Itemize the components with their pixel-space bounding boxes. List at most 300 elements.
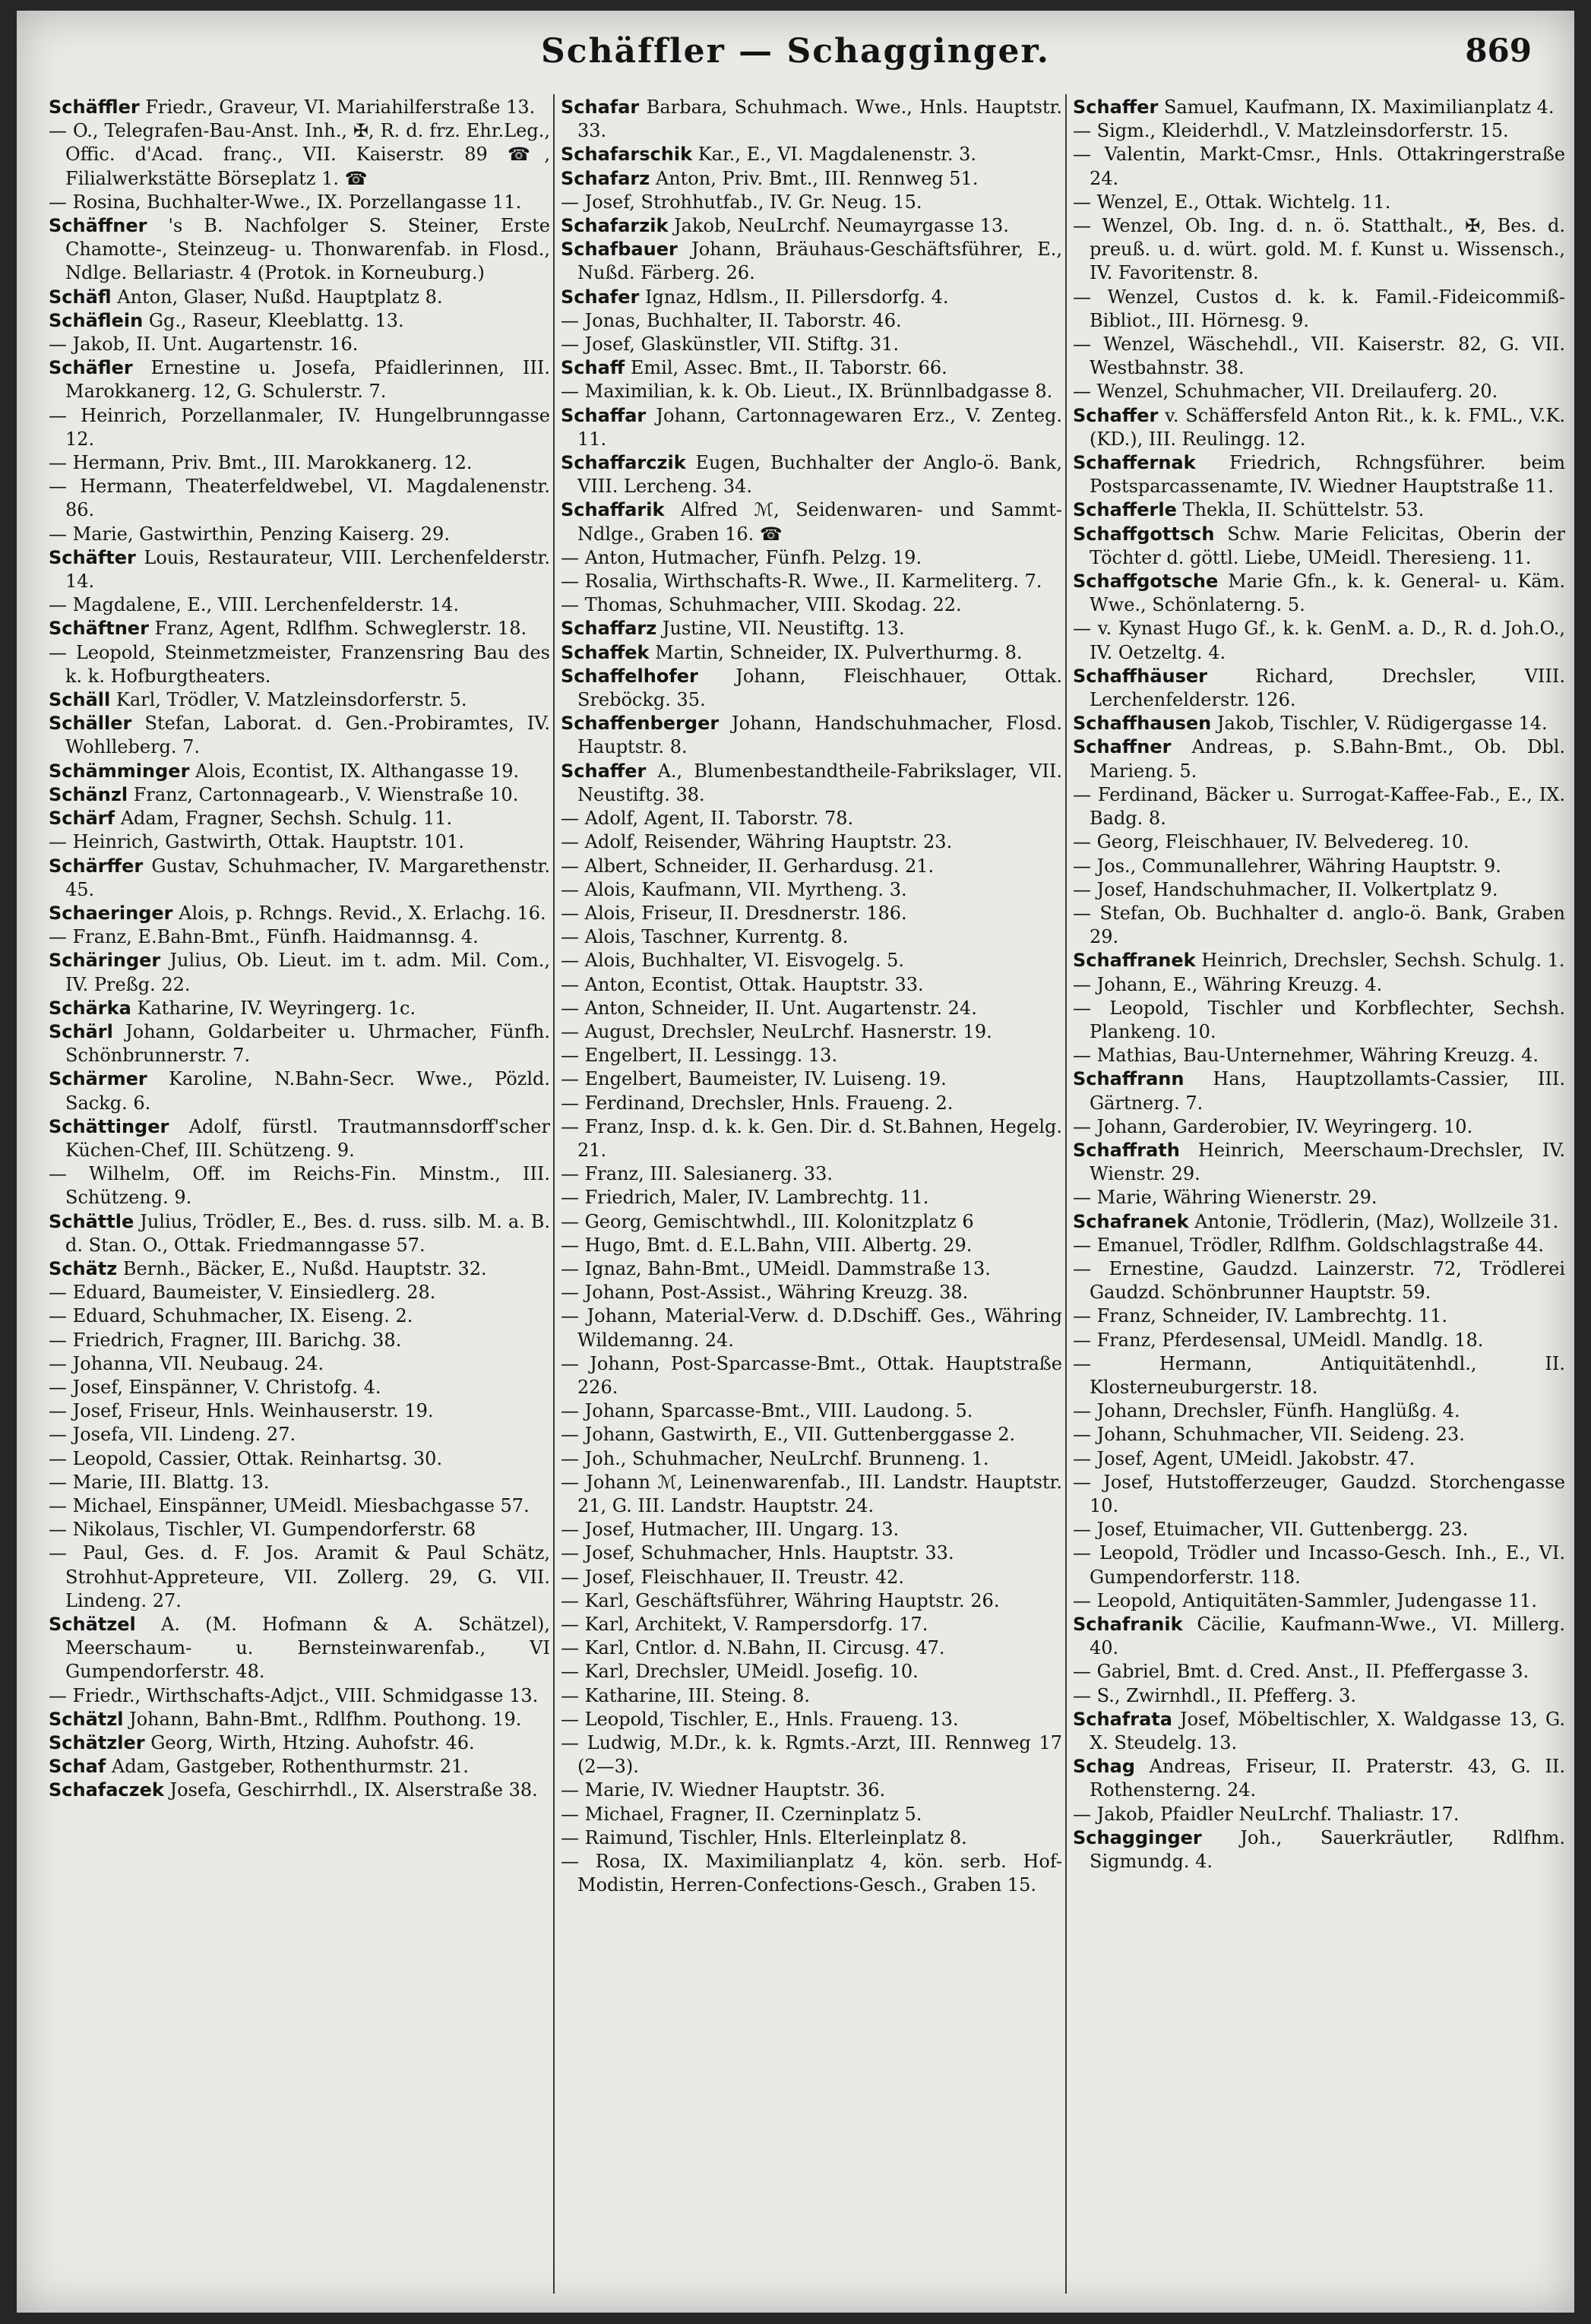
- directory-entry: [49, 807, 550, 830]
- entry-text: Andreas, Friseur, II. Praterstr. 43, G. II. Rothensterng. 24.: [1090, 1756, 1565, 1801]
- entry-surname: Schagginger: [1073, 1826, 1202, 1848]
- entry-surname: Schaffarz: [561, 618, 657, 640]
- directory-entry: [561, 1708, 1062, 1731]
- directory-entry: [49, 1447, 550, 1471]
- directory-entry: [561, 1660, 1062, 1684]
- directory-entry: [561, 1352, 1062, 1399]
- directory-entry: [561, 878, 1062, 902]
- entry-surname: Schaffer: [1073, 404, 1159, 426]
- entry-text: — Maximilian, k. k. Ob. Lieut., IX. Brünnlbadgasse 8.: [561, 381, 1053, 403]
- entry-text: — Wenzel, Wäschehdl., VII. Kaiserstr. 82, G. VII. Westbahnstr. 38.: [1073, 334, 1565, 379]
- directory-entry: [1073, 1660, 1565, 1684]
- entry-text: — Franz, Pferdesensal, UMeidl. Mandlg. 18.: [1073, 1329, 1484, 1351]
- directory-entry: [561, 1779, 1062, 1802]
- entry-text: — Alois, Friseur, II. Dresdnerstr. 186.: [561, 902, 907, 924]
- entry-text: — Michael, Einspänner, UMeidl. Miesbachgasse 57.: [49, 1494, 530, 1516]
- directory-entry: [49, 1779, 550, 1802]
- directory-entry: [49, 333, 550, 356]
- directory-entry: [49, 1613, 550, 1684]
- directory-entry: [561, 593, 1062, 617]
- directory-entry: [49, 1376, 550, 1399]
- entry-text: Richard, Drechsler, VIII. Lerchenfelderstr. 126.: [1090, 665, 1565, 711]
- directory-entry: [1073, 523, 1565, 570]
- column-1: [49, 96, 550, 2295]
- directory-entry: [561, 902, 1062, 925]
- entry-text: Marie Gfn., k. k. General- u. Käm. Wwe., Schönlaterng. 5.: [1090, 571, 1565, 616]
- entry-surname: Schafarzik: [561, 215, 669, 237]
- entry-text: — Marie, Währing Wienerstr. 29.: [1073, 1187, 1377, 1209]
- entry-surname: Schäringer: [49, 950, 161, 972]
- directory-entry: [49, 1020, 550, 1067]
- directory-entry: [1073, 1541, 1565, 1589]
- directory-entry: [49, 96, 550, 119]
- entry-surname: Schaffarczik: [561, 452, 686, 474]
- entry-surname: Schafarschik: [561, 144, 693, 166]
- entry-text: — Johann, Schuhmacher, VII. Seideng. 23.: [1073, 1424, 1465, 1446]
- directory-entry: [561, 1044, 1062, 1067]
- directory-entry: [1073, 1304, 1565, 1328]
- entry-surname: Schärf: [49, 808, 115, 830]
- column-divider: [553, 94, 555, 2294]
- entry-text: Franz, Cartonnagearb., V. Wienstraße 10.: [133, 783, 519, 805]
- entry-surname: Schäfter: [49, 546, 136, 568]
- entry-surname: Schäfl: [49, 286, 112, 308]
- directory-entry: [49, 1684, 550, 1708]
- entry-text: Samuel, Kaufmann, IX. Maximilianplatz 4.: [1164, 96, 1555, 118]
- directory-entry: [561, 1067, 1062, 1091]
- entry-text: — Engelbert, Baumeister, IV. Luiseng. 19.: [561, 1068, 947, 1090]
- directory-entry: [1073, 119, 1565, 143]
- entry-surname: Schäflein: [49, 309, 144, 331]
- directory-entry: [561, 973, 1062, 997]
- directory-entry: [561, 286, 1062, 309]
- entry-text: — Rosina, Buchhalter-Wwe., IX. Porzellangasse 11.: [49, 191, 522, 213]
- entry-text: — Heinrich, Porzellanmaler, IV. Hungelbrunngasse 12.: [49, 404, 550, 450]
- directory-entry: [49, 1471, 550, 1494]
- directory-entry: [561, 1850, 1062, 1897]
- entry-text: — Magdalene, E., VIII. Lerchenfelderstr. 14.: [49, 594, 459, 616]
- entry-text: — Jonas, Buchhalter, II. Taborstr. 46.: [561, 309, 902, 331]
- entry-text: Anton, Priv. Bmt., III. Rennweg 51.: [655, 167, 979, 189]
- entry-surname: Schärmer: [49, 1068, 147, 1090]
- directory-entry: [561, 1636, 1062, 1660]
- entry-text: — Wenzel, Schuhmacher, VII. Dreilauferg. 20.: [1073, 381, 1498, 403]
- entry-text: — Johann, E., Währing Kreuzg. 4.: [1073, 973, 1383, 995]
- entry-text: — Johann, Material-Verw. d. D.Dschiff. Ges., Währing Wildemanng. 24.: [561, 1305, 1062, 1351]
- entry-text: — Josef, Handschuhmacher, II. Volkertplatz 9.: [1073, 878, 1498, 900]
- entry-text: — Franz, E.Bahn-Bmt., Fünfh. Haidmannsg. 4.: [49, 926, 479, 948]
- directory-entry: [1073, 1352, 1565, 1399]
- entry-text: — Josef, Fleischhauer, II. Treustr. 42.: [561, 1566, 905, 1588]
- entry-text: — Ferdinand, Drechsler, Hnls. Fraueng. 2.: [561, 1092, 954, 1114]
- entry-text: — Engelbert, II. Lessingg. 13.: [561, 1045, 838, 1067]
- directory-entry: [561, 1399, 1062, 1423]
- directory-entry: [561, 1471, 1062, 1518]
- directory-entry: [561, 570, 1062, 593]
- page-header: [17, 32, 1574, 79]
- entry-text: — Johann, Garderobier, IV. Weyringerg. 10.: [1073, 1115, 1473, 1137]
- entry-text: — Josef, Einspänner, V. Christofg. 4.: [49, 1376, 381, 1398]
- entry-text: Heinrich, Drechsler, Sechsh. Schulg. 1.: [1201, 950, 1565, 972]
- entry-text: Schw. Marie Felicitas, Oberin der Töchter d. göttl. Liebe, UMeidl. Theresieng. 11.: [1090, 523, 1565, 568]
- directory-entry: [1073, 973, 1565, 997]
- entry-text: — Eduard, Schuhmacher, IX. Eiseng. 2.: [49, 1305, 413, 1327]
- entry-surname: Schaffhausen: [1073, 713, 1212, 735]
- entry-text: Alois, p. Rchngs. Revid., X. Erlachg. 16.: [179, 902, 546, 924]
- entry-text: Jakob, NeuLrchf. Neumayrgasse 13.: [674, 215, 1009, 237]
- entry-text: — Joh., Schuhmacher, NeuLrchf. Brunneng. 1.: [561, 1447, 989, 1469]
- entry-surname: Schaffernak: [1073, 452, 1196, 474]
- directory-entry: [1073, 783, 1565, 830]
- directory-entry: [1073, 1589, 1565, 1613]
- directory-entry: [49, 523, 550, 546]
- entry-text: Karoline, N.Bahn-Secr. Wwe., Pözld. Sackg. 6.: [65, 1068, 550, 1114]
- entry-text: — Jakob, II. Unt. Augartenstr. 16.: [49, 334, 359, 356]
- entry-text: — Ignaz, Bahn-Bmt., UMeidl. Dammstraße 13.: [561, 1257, 991, 1279]
- directory-entry: [561, 356, 1062, 380]
- entry-text: — Alois, Kaufmann, VII. Myrtheng. 3.: [561, 878, 907, 900]
- entry-text: 's B. Nachfolger S. Steiner, Erste Chamotte-, Steinzeug- u. Thonwarenfab. in Flosd., Ndlge. Bellariastr. 4 (Protok. in Korneuburg.): [65, 215, 550, 284]
- directory-entry: [49, 593, 550, 617]
- entry-text: — Thomas, Schuhmacher, VIII. Skodag. 22.: [561, 594, 962, 616]
- directory-entry: [1073, 286, 1565, 333]
- entry-text: — Hermann, Antiquitätenhdl., II. Klosterneuburgerstr. 18.: [1073, 1352, 1565, 1398]
- directory-entry: [49, 1162, 550, 1209]
- directory-entry: [561, 404, 1062, 451]
- entry-text: — Rosalia, Wirthschafts-R. Wwe., II. Karmeliterg. 7.: [561, 571, 1042, 593]
- directory-entry: [1073, 665, 1565, 712]
- entry-text: Cäcilie, Kaufmann-Wwe., VI. Millerg. 40.: [1090, 1614, 1565, 1659]
- entry-text: — Leopold, Cassier, Ottak. Reinhartsg. 30.: [49, 1447, 443, 1469]
- directory-entry: [561, 1257, 1062, 1281]
- directory-entry: [1073, 1471, 1565, 1518]
- directory-entry: [1073, 1329, 1565, 1352]
- entry-surname: Schättle: [49, 1210, 134, 1232]
- entry-surname: Schaffarik: [561, 499, 665, 521]
- entry-text: — Wenzel, E., Ottak. Wichtelg. 11.: [1073, 191, 1391, 213]
- entry-text: — Jos., Communallehrer, Währing Hauptstr. 9.: [1073, 855, 1501, 877]
- directory-entry: [49, 475, 550, 522]
- directory-entry: [49, 119, 550, 191]
- directory-entry: [561, 546, 1062, 570]
- directory-entry: [1073, 735, 1565, 783]
- entry-text: — Georg, Gemischtwhdl., III. Kolonitzplatz 6: [561, 1210, 974, 1232]
- directory-entry: [49, 404, 550, 451]
- entry-text: — Paul, Ges. d. F. Jos. Aramit & Paul Schätz, Strohhut-Appreteure, VII. Zollerg. 29, G. VII. Lindeng. 27.: [49, 1542, 550, 1611]
- directory-entry: [49, 830, 550, 854]
- entry-text: — Josef, Glaskünstler, VII. Stiftg. 31.: [561, 334, 899, 356]
- entry-text: — Nikolaus, Tischler, VI. Gumpendorferstr. 68: [49, 1519, 476, 1541]
- entry-text: Gg., Raseur, Kleeblattg. 13.: [148, 309, 404, 331]
- directory-entry: [49, 760, 550, 783]
- entry-surname: Schaffranek: [1073, 950, 1196, 972]
- directory-entry: [1073, 498, 1565, 522]
- entry-text: Ernestine u. Josefa, Pfaidlerinnen, III. Marokkanerg. 12, G. Schulerstr. 7.: [65, 357, 550, 403]
- entry-text: — Leopold, Tischler und Korbflechter, Sechsh. Plankeng. 10.: [1073, 997, 1565, 1042]
- entry-text: Alois, Econtist, IX. Althangasse 19.: [195, 760, 520, 782]
- entry-text: — Ludwig, M.Dr., k. k. Rgmts.-Arzt, III. Rennweg 17 (2—3).: [561, 1732, 1062, 1778]
- entry-text: — v. Kynast Hugo Gf., k. k. GenM. a. D., R. d. Joh.O., IV. Oetzeltg. 4.: [1073, 618, 1565, 663]
- directory-entry: [1073, 1399, 1565, 1423]
- directory-entry: [561, 1234, 1062, 1257]
- entry-surname: Schafranek: [1073, 1210, 1189, 1232]
- entry-text: Friedrich, Rchngsführer. beim Postsparcassenamte, IV. Wiedner Hauptstraße 11.: [1090, 452, 1565, 498]
- entry-text: — Josef, Etuimacher, VII. Guttenbergg. 23.: [1073, 1519, 1469, 1541]
- directory-entry: [561, 925, 1062, 949]
- directory-entry: [561, 641, 1062, 665]
- directory-entry: [561, 1304, 1062, 1352]
- entry-text: — Ernestine, Gaudzd. Lainzerstr. 72, Trödlerei Gaudzd. Schönbrunner Hauptstr. 59.: [1073, 1257, 1565, 1304]
- entry-text: — Wenzel, Ob. Ing. d. n. ö. Statthalt., ✠, Bes. d. preuß. u. d. würt. gold. M. f. Kunst u. Wissensch., IV. Favoritenstr. 8.: [1073, 215, 1565, 284]
- directory-entry: [561, 333, 1062, 356]
- directory-entry: [49, 1115, 550, 1162]
- directory-entry: [1073, 1067, 1565, 1115]
- directory-entry: [561, 1281, 1062, 1304]
- entry-text: — Gabriel, Bmt. d. Cred. Anst., II. Pfeffergasse 3.: [1073, 1661, 1529, 1683]
- entry-text: Martin, Schneider, IX. Pulverthurmg. 8.: [655, 641, 1023, 663]
- entry-text: Julius, Ob. Lieut. im t. adm. Mil. Com., IV. Preßg. 22.: [65, 950, 550, 995]
- entry-text: Stefan, Laborat. d. Gen.-Probiramtes, IV. Wohlleberg. 7.: [65, 713, 550, 758]
- directory-entry: [1073, 1613, 1565, 1660]
- directory-entry: [49, 1494, 550, 1518]
- entry-surname: Schaeringer: [49, 902, 173, 924]
- directory-entry: [561, 617, 1062, 640]
- directory-entry: [561, 1115, 1062, 1162]
- column-3: [1073, 96, 1565, 2295]
- directory-entry: [49, 902, 550, 925]
- directory-entry: [49, 286, 550, 309]
- directory-entry: [49, 688, 550, 712]
- directory-entry: [1073, 1447, 1565, 1471]
- directory-entry: [1073, 191, 1565, 214]
- entry-surname: Schaffek: [561, 641, 650, 663]
- entry-text: Ignaz, Hdlsm., II. Pillersdorfg. 4.: [645, 286, 949, 308]
- directory-entry: [49, 1541, 550, 1613]
- entry-text: Adam, Gastgeber, Rothenthurmstr. 21.: [111, 1756, 469, 1778]
- entry-text: — Alois, Buchhalter, VI. Eisvogelg. 5.: [561, 950, 905, 972]
- entry-text: — Alois, Taschner, Kurrentg. 8.: [561, 926, 849, 948]
- entry-surname: Schärffer: [49, 855, 144, 877]
- directory-entry: [561, 1589, 1062, 1613]
- directory-entry: [561, 167, 1062, 191]
- entry-text: — Rosa, IX. Maximilianplatz 4, kön. serb. Hof-Modistin, Herren-Confections-Gesch., Graben 15.: [561, 1851, 1062, 1896]
- directory-entry: [561, 1186, 1062, 1209]
- entry-text: Johann, Cartonnagewaren Erz., V. Zenteg. 11.: [577, 404, 1062, 450]
- entry-text: — Jakob, Pfaidler NeuLrchf. Thaliastr. 17.: [1073, 1803, 1460, 1825]
- entry-text: — Wenzel, Custos d. k. k. Famil.-Fideicommiß-Bibliot., III. Hörnesg. 9.: [1073, 286, 1565, 331]
- entry-text: Anton, Glaser, Nußd. Hauptplatz 8.: [117, 286, 443, 308]
- directory-entry: [561, 451, 1062, 498]
- entry-surname: Schaffar: [561, 404, 647, 426]
- entry-text: — Valentin, Markt-Cmsr., Hnls. Ottakringerstraße 24.: [1073, 144, 1565, 189]
- directory-entry: [49, 1210, 550, 1257]
- entry-surname: Schafranik: [1073, 1614, 1183, 1635]
- entry-surname: Schafar: [561, 96, 640, 118]
- directory-entry: [1073, 902, 1565, 949]
- entry-text: — Johann, Post-Sparcasse-Bmt., Ottak. Hauptstraße 226.: [561, 1352, 1062, 1398]
- directory-entry: [561, 1803, 1062, 1826]
- entry-surname: Schafrata: [1073, 1708, 1172, 1730]
- entry-text: — Josef, Agent, UMeidl. Jakobstr. 47.: [1073, 1447, 1415, 1469]
- directory-entry: [1073, 404, 1565, 451]
- directory-entry: [49, 783, 550, 807]
- entry-text: Gustav, Schuhmacher, IV. Margarethenstr. 45.: [65, 855, 550, 900]
- entry-text: Jakob, Tischler, V. Rüdigergasse 14.: [1216, 713, 1548, 735]
- directory-entry: [1073, 1257, 1565, 1304]
- entry-text: — Wilhelm, Off. im Reichs-Fin. Minstm., III. Schützeng. 9.: [49, 1163, 550, 1209]
- directory-entry: [49, 1329, 550, 1352]
- entry-surname: Schäftner: [49, 618, 149, 640]
- directory-entry: [1073, 96, 1565, 119]
- directory-entry: [561, 712, 1062, 759]
- entry-surname: Schag: [1073, 1756, 1135, 1778]
- entry-text: Adolf, fürstl. Trautmannsdorff'scher Küchen-Chef, III. Schützeng. 9.: [65, 1115, 550, 1161]
- entry-text: — Heinrich, Gastwirth, Ottak. Hauptstr. 101.: [49, 831, 464, 853]
- entry-text: — Josef, Hutmacher, III. Ungarg. 13.: [561, 1519, 900, 1541]
- entry-text: Julius, Trödler, E., Bes. d. russ. silb. M. a. B. d. Stan. O., Ottak. Friedmanngasse 57.: [65, 1210, 550, 1256]
- entry-text: — Leopold, Antiquitäten-Sammler, Judengasse 11.: [1073, 1589, 1537, 1611]
- entry-surname: Schätzl: [49, 1708, 124, 1730]
- entry-text: Johann, Handschuhmacher, Flosd. Hauptstr. 8.: [577, 713, 1062, 758]
- directory-entry: [561, 1518, 1062, 1541]
- entry-text: — Johanna, VII. Neubaug. 24.: [49, 1352, 324, 1374]
- directory-entry: [561, 830, 1062, 854]
- entry-text: — Johann, Post-Assist., Währing Kreuzg. 38.: [561, 1282, 969, 1304]
- directory-entry: [1073, 570, 1565, 617]
- entry-text: — Adolf, Agent, II. Taborstr. 78.: [561, 808, 854, 830]
- entry-text: — Johann, Drechsler, Fünfh. Hanglüßg. 4.: [1073, 1400, 1460, 1422]
- entry-text: — S., Zwirnhdl., II. Pfefferg. 3.: [1073, 1684, 1357, 1706]
- directory-entry: [49, 356, 550, 403]
- entry-surname: Schaffelhofer: [561, 665, 698, 687]
- entry-text: Bernh., Bäcker, E., Nußd. Hauptstr. 32.: [122, 1257, 487, 1279]
- entry-surname: Schaff: [561, 357, 625, 379]
- entry-surname: Schaffner: [1073, 736, 1172, 758]
- directory-entry: [561, 498, 1062, 545]
- directory-entry: [49, 191, 550, 214]
- entry-text: — Marie, IV. Wiedner Hauptstr. 36.: [561, 1779, 886, 1801]
- entry-text: Antonie, Trödlerin, (Maz), Wollzeile 31.: [1194, 1210, 1559, 1232]
- directory-entry: [1073, 1423, 1565, 1447]
- entry-text: — Ferdinand, Bäcker u. Surrogat-Kaffee-Fab., E., IX. Badg. 8.: [1073, 783, 1565, 830]
- entry-text: Karl, Trödler, V. Matzleinsdorferstr. 5.: [115, 689, 467, 711]
- directory-entry: [1073, 830, 1565, 854]
- entry-surname: Schämminger: [49, 760, 190, 782]
- entry-text: Joh., Sauerkräutler, Rdlfhm. Sigmundg. 4.: [1090, 1826, 1565, 1873]
- entry-surname: Schäffler: [49, 96, 140, 118]
- entry-surname: Schäll: [49, 689, 111, 711]
- entry-surname: Schaffer: [1073, 96, 1159, 118]
- directory-entry: [49, 1731, 550, 1755]
- directory-entry: [49, 712, 550, 759]
- entry-text: Franz, Agent, Rdlfhm. Schweglerstr. 18.: [154, 618, 527, 640]
- entry-text: — Leopold, Tischler, E., Hnls. Fraueng. 13.: [561, 1708, 959, 1730]
- entry-text: — Karl, Geschäftsführer, Währing Hauptstr. 26.: [561, 1589, 1000, 1611]
- directory-entry: [49, 1281, 550, 1304]
- directory-entry: [561, 855, 1062, 878]
- directory-entry: [561, 760, 1062, 807]
- directory-entry: [561, 1020, 1062, 1044]
- directory-entry: [561, 1210, 1062, 1234]
- entry-text: Friedr., Graveur, VI. Mariahilferstraße 13.: [145, 96, 536, 118]
- directory-entry: [561, 380, 1062, 403]
- entry-text: Alfred ℳ, Seidenwaren- und Sammt-Ndlge., Graben 16. ☎: [577, 499, 1062, 545]
- entry-surname: Schärl: [49, 1020, 113, 1042]
- directory-entry: [49, 1352, 550, 1376]
- directory-entry: [561, 1731, 1062, 1779]
- directory-entry: [49, 451, 550, 475]
- entry-text: — Hermann, Priv. Bmt., III. Marokkanerg. 12.: [49, 452, 473, 474]
- entry-surname: Schafferle: [1073, 499, 1177, 521]
- entry-text: Andreas, p. S.Bahn-Bmt., Ob. Dbl. Marieng. 5.: [1090, 736, 1565, 782]
- entry-text: Johann, Fleischhauer, Ottak. Sreböckg. 35.: [577, 665, 1062, 711]
- entry-text: Hans, Hauptzollamts-Cassier, III. Gärtnerg. 7.: [1090, 1068, 1565, 1114]
- directory-entry: [1073, 1803, 1565, 1826]
- directory-entry: [1073, 1708, 1565, 1755]
- directory-entry: [1073, 1826, 1565, 1873]
- directory-entry: [561, 309, 1062, 333]
- directory-entry: [1073, 451, 1565, 498]
- directory-entry: [49, 1755, 550, 1779]
- directory-entry: [561, 665, 1062, 712]
- directory-page: [17, 11, 1574, 2313]
- entry-surname: Schäller: [49, 713, 132, 735]
- directory-entry: [561, 96, 1062, 143]
- directory-entry: [49, 1423, 550, 1447]
- entry-surname: Schaf: [49, 1756, 106, 1778]
- directory-entry: [1073, 1044, 1565, 1067]
- directory-entry: [1073, 1234, 1565, 1257]
- entry-text: — Leopold, Trödler und Incasso-Gesch. Inh., E., VI. Gumpendorferstr. 118.: [1073, 1542, 1565, 1588]
- entry-text: — Stefan, Ob. Buchhalter d. anglo-ö. Bank, Graben 29.: [1073, 902, 1565, 948]
- column-2: [561, 96, 1062, 2295]
- directory-entry: [1073, 1684, 1565, 1708]
- entry-text: — Josef, Hutstofferzeuger, Gaudzd. Storchengasse 10.: [1073, 1471, 1565, 1516]
- directory-entry: [49, 949, 550, 996]
- entry-text: — Franz, Insp. d. k. k. Gen. Dir. d. St.Bahnen, Hegelg. 21.: [561, 1115, 1062, 1161]
- entry-text: — Johann, Gastwirth, E., VII. Guttenberggasse 2.: [561, 1424, 1016, 1446]
- entry-text: — O., Telegrafen-Bau-Anst. Inh., ✠, R. d. frz. Ehr.Leg., Offic. d'Acad. franç., VII. Kaiserstr. 89 ☎, Filialwerkstätte Börseplatz 1. ☎: [49, 120, 550, 189]
- directory-entry: [49, 214, 550, 286]
- entry-text: — Katharine, III. Steing. 8.: [561, 1684, 810, 1706]
- entry-surname: Schätz: [49, 1257, 118, 1279]
- directory-entry: [1073, 1755, 1565, 1802]
- entry-surname: Schafarz: [561, 167, 650, 189]
- entry-text: Georg, Wirth, Htzing. Auhofstr. 46.: [150, 1732, 475, 1754]
- entry-text: — Hugo, Bmt. d. E.L.Bahn, VIII. Albertg. 29.: [561, 1234, 973, 1256]
- entry-text: — Marie, III. Blattg. 13.: [49, 1471, 270, 1493]
- entry-text: Barbara, Schuhmach. Wwe., Hnls. Hauptstr. 33.: [577, 96, 1062, 142]
- entry-surname: Schänzl: [49, 783, 128, 805]
- entry-surname: Schaffgottsch: [1073, 523, 1215, 545]
- directory-entry: [1073, 1115, 1565, 1139]
- directory-entry: [49, 546, 550, 593]
- entry-text: A. (M. Hofmann & A. Schätzel), Meerschaum- u. Bernsteinwarenfab., VI Gumpendorferstr. 48.: [65, 1614, 550, 1683]
- entry-surname: Schätzler: [49, 1732, 145, 1754]
- entry-text: — Karl, Architekt, V. Rampersdorfg. 17.: [561, 1614, 928, 1635]
- directory-entry: [49, 1708, 550, 1731]
- entry-surname: Schärka: [49, 997, 131, 1019]
- entry-text: — Josefa, VII. Lindeng. 27.: [49, 1424, 296, 1446]
- directory-entry: [49, 925, 550, 949]
- directory-entry: [561, 1826, 1062, 1850]
- directory-entry: [561, 1162, 1062, 1186]
- entry-surname: Schaffrann: [1073, 1068, 1185, 1090]
- entry-surname: Schaffer: [561, 760, 647, 782]
- entry-text: — Karl, Drechsler, UMeidl. Josefig. 10.: [561, 1661, 919, 1683]
- entry-text: Eugen, Buchhalter der Anglo-ö. Bank, VIII. Lercheng. 34.: [577, 452, 1062, 498]
- entry-text: — Friedr., Wirthschafts-Adjct., VIII. Schmidgasse 13.: [49, 1684, 539, 1706]
